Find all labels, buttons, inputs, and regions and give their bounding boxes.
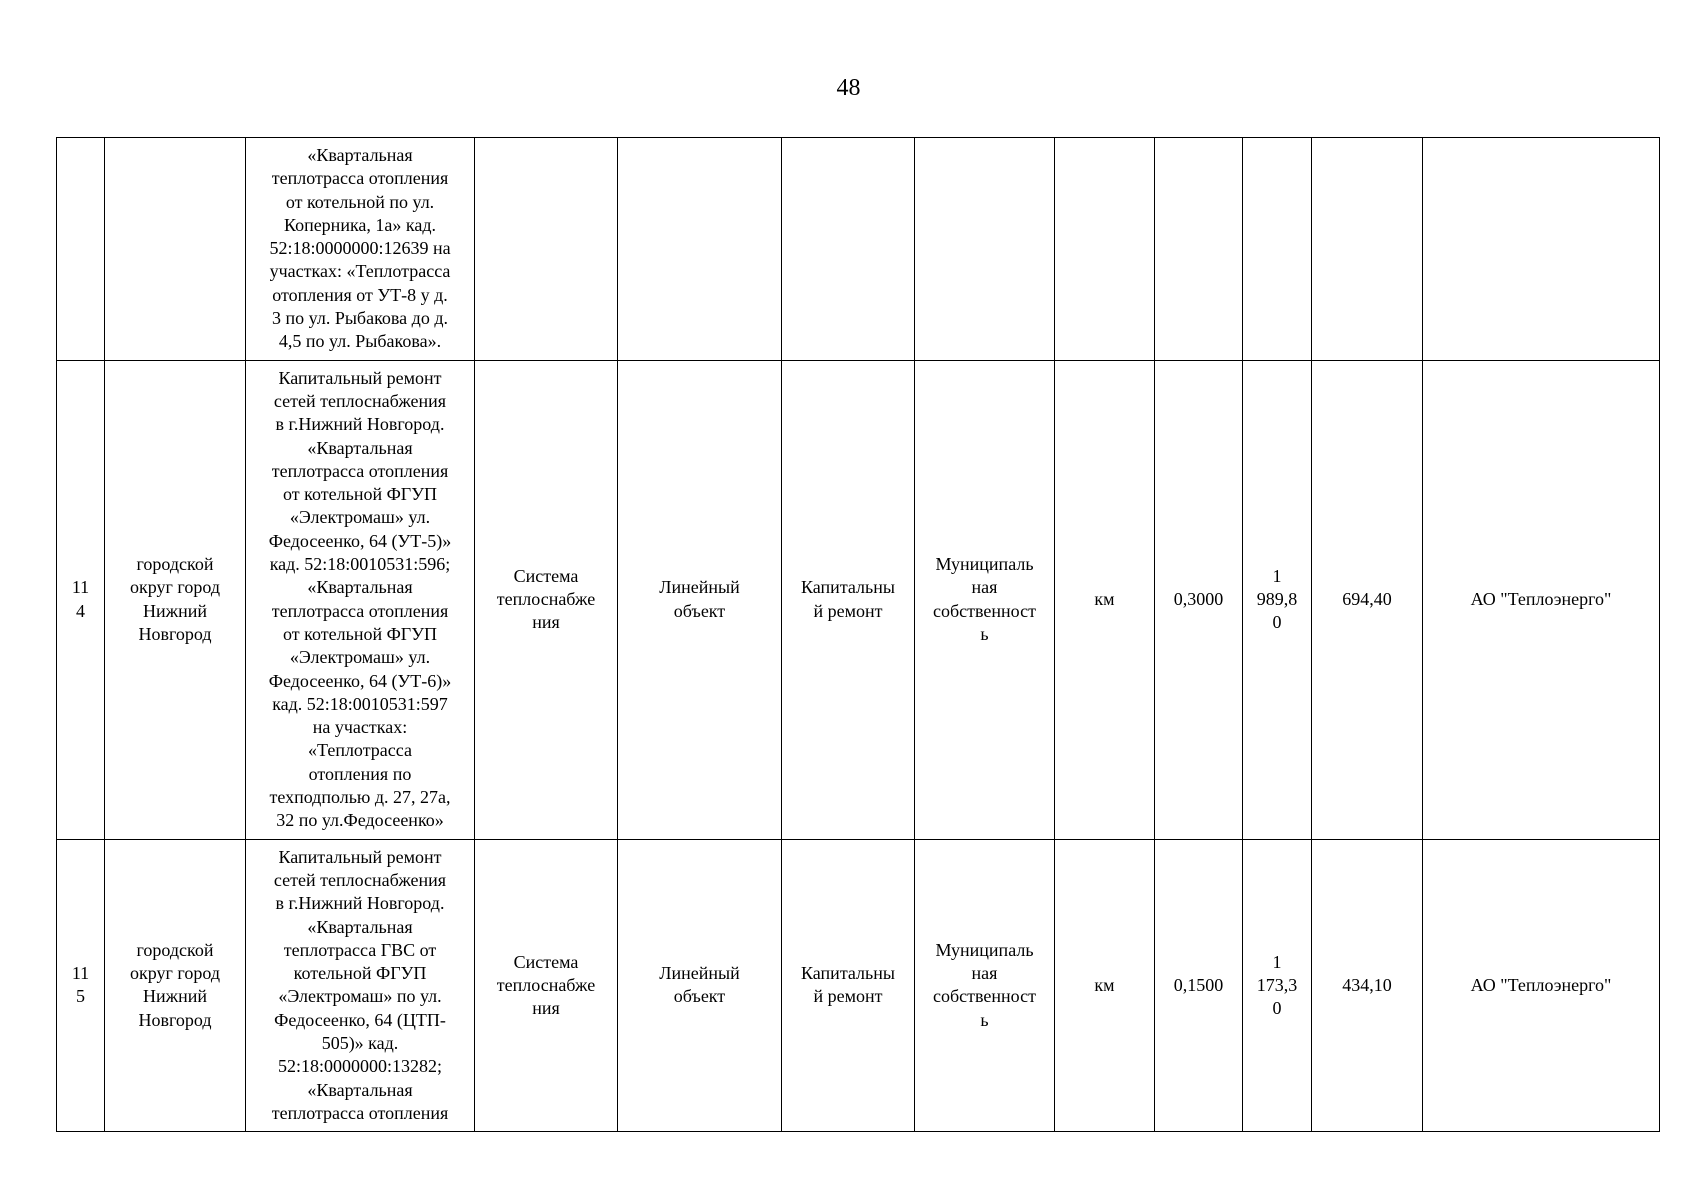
operator-cell bbox=[1423, 138, 1660, 361]
district-cell: городской округ город Нижний Новгород bbox=[105, 360, 246, 839]
object-type-cell bbox=[618, 138, 782, 361]
ownership-cell: Муниципаль ная собственност ь bbox=[915, 360, 1055, 839]
object-type-cell: Линейный объект bbox=[618, 839, 782, 1132]
ownership-cell: Муниципаль ная собственност ь bbox=[915, 839, 1055, 1132]
unit-cell bbox=[1055, 138, 1155, 361]
ownership-cell bbox=[915, 138, 1055, 361]
description-cell: Капитальный ремонт сетей теплоснабжения в г.Нижний Новгород. «Квартальная теплотрасса ГВС от котельной ФГУП «Электромаш» по ул. Федосеенко, 64 (ЦТП- 505)» кад. 52:18:0000000:13282; «Квартальная теплотрасса отопления bbox=[246, 839, 475, 1132]
operator-cell: АО "Теплоэнерго" bbox=[1423, 839, 1660, 1132]
length-cell bbox=[1155, 138, 1243, 361]
system-cell bbox=[475, 138, 618, 361]
length-cell: 0,1500 bbox=[1155, 839, 1243, 1132]
district-cell bbox=[105, 138, 246, 361]
cost-cell: 1 989,8 0 bbox=[1243, 360, 1312, 839]
cost-cell bbox=[1243, 138, 1312, 361]
unit-cell: км bbox=[1055, 839, 1155, 1132]
cost2-cell: 694,40 bbox=[1312, 360, 1423, 839]
object-type-cell: Линейный объект bbox=[618, 360, 782, 839]
objects-table bbox=[56, 137, 1660, 1132]
row-number-cell bbox=[57, 138, 105, 361]
description-cell: Капитальный ремонт сетей теплоснабжения в г.Нижний Новгород. «Квартальная теплотрасса отопления от котельной ФГУП «Электромаш» ул. Федосеенко, 64 (УТ-5)» кад. 52:18:0010531:596; «Квартальная теплотрасса отопления от котельной ФГУП «Электромаш» ул. Федосеенко, 64 (УТ-6)» кад. 52:18:0010531:597 на участках: «Теплотрасса отопления по техподполью д. 27, 27а, 32 по ул.Федосеенко» bbox=[246, 360, 475, 839]
table-row bbox=[57, 839, 1660, 1132]
cost-cell: 1 173,3 0 bbox=[1243, 839, 1312, 1132]
row-number-cell: 11 5 bbox=[57, 839, 105, 1132]
cost2-cell: 434,10 bbox=[1312, 839, 1423, 1132]
table-row bbox=[57, 138, 1660, 361]
work-type-cell: Капитальны й ремонт bbox=[782, 839, 915, 1132]
unit-cell: км bbox=[1055, 360, 1155, 839]
work-type-cell bbox=[782, 138, 915, 361]
system-cell: Система теплоснабже ния bbox=[475, 360, 618, 839]
district-cell: городской округ город Нижний Новгород bbox=[105, 839, 246, 1132]
table-row bbox=[57, 360, 1660, 839]
system-cell: Система теплоснабже ния bbox=[475, 839, 618, 1132]
description-cell: «Квартальная теплотрасса отопления от котельной по ул. Коперника, 1а» кад. 52:18:0000000:12639 на участках: «Теплотрасса отопления от УТ-8 у д. 3 по ул. Рыбакова до д. 4,5 по ул. Рыбакова». bbox=[246, 138, 475, 361]
cost2-cell bbox=[1312, 138, 1423, 361]
row-number-cell: 11 4 bbox=[57, 360, 105, 839]
page-number: 48 bbox=[836, 75, 861, 101]
work-type-cell: Капитальны й ремонт bbox=[782, 360, 915, 839]
operator-cell: АО "Теплоэнерго" bbox=[1423, 360, 1660, 839]
length-cell: 0,3000 bbox=[1155, 360, 1243, 839]
